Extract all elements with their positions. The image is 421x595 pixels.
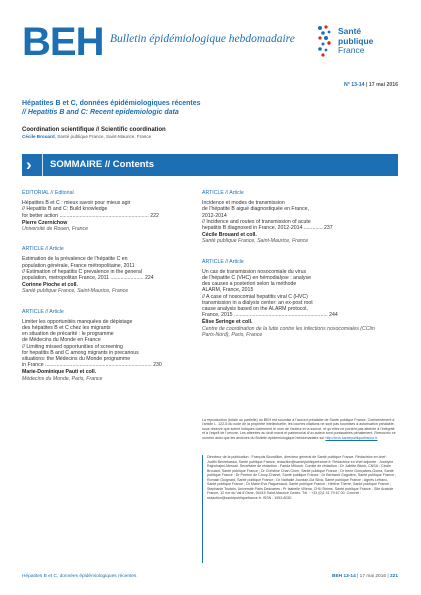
toc-line: hepatitis B diagnosed in France, 2012-2014 ............. 237 bbox=[202, 225, 333, 232]
footer-date: | 17 mai 2016 | bbox=[355, 574, 390, 579]
toc-line: // Limiting missed opportunities of screening bbox=[22, 343, 123, 350]
toc-affiliation: Santé publique France, Saint-Maurice, France bbox=[22, 288, 129, 295]
toc-entry[interactable] bbox=[22, 190, 182, 232]
page-number: 221 bbox=[389, 574, 398, 579]
issue-date: 17 mai 2016 bbox=[368, 82, 398, 88]
chevron-right-icon: › bbox=[26, 155, 32, 174]
toc-line: de l’hépatite C (VHC) en hémodialyse : analyse bbox=[202, 275, 311, 282]
editorial-info: Directeur de la publication : François Bourdillon, directeur général de Santé publique France. Rédactrice en chef : Judith Benrekassa, Santé publique France, redaction@santepubliquefrance.fr. Rédactrice en chef adjointe : Jocelyne Rajnchapel-Messaï. Secrétaire de rédaction : Farida Mihoub. Comité de rédaction : Dr Juliette Bloch, CNSA ; Cécile Brouard, Santé publique France ; Dr Christine Chan Chee, Santé publique France ; Dr Irène Gonçalves-Goma, Santé publique France ; Dr Perrine de Crouy-Chanel, Santé publique France ; Dr Bertrand Gagnière, Santé publique France ; Romain Guignard, Santé publique France ; Dr Nathalie Jourdan-Da Silva, Santé publique France ; Agnès Lefranc, Santé publique France ; Dr Marie-Eve Raguenaud, Santé publique France ; Hélène Therre, Santé publique France ; Stéphanie Toutain, Université Paris Descartes ; Pr Isabelle Villena, CHU Reims. Santé publique France - Site Anatole France, 12 rue du Val d’Osne, 94415 Saint-Maurice Cedex. Tél. : +33 (0)1 41 79 67 00. Courriel : redaction@santepubliquefrance.fr. ISSN : 1953-8030 bbox=[202, 455, 397, 563]
issue-sep: | bbox=[364, 82, 369, 88]
toc-section: ARTICLE // Article bbox=[22, 246, 64, 253]
legal-text: La reproduction (totale ou partielle) du BEH est soumise à l’accord préalable de Santé publique France. Conformément à l’article L. 122-5 du code de la propriété intellectuelle, les courtes citations ne sont pas soumises à autorisation préalable, sous réserve que soient indiqués clairement le nom de l’auteur et la source, et qu’elles ne portent pas atteinte à l’intégrité et à l’esprit de l’oeuvre. Les atteintes au droit moral et patrimonial d’un auteur sont punissables pénalement. Retrouvez ce numéro ainsi que les archives du Bulletin épidémiologique hebdomadaire sur bbox=[202, 418, 396, 440]
divider bbox=[42, 154, 43, 176]
bulletin-title: Bulletin épidémiologique hebdomadaire bbox=[110, 33, 295, 45]
toc-affiliation: Santé publique France, Saint-Maurice, France bbox=[202, 238, 309, 245]
toc-line: cause analysis based on the ALARM protocol, bbox=[202, 306, 308, 313]
toc-author: Élise Seringe et coll. bbox=[202, 319, 253, 326]
toc-entry[interactable] bbox=[202, 259, 382, 338]
toc-line: // Hepatitis B and C: Build knowledge bbox=[22, 206, 108, 213]
toc-line: France, 2015 ................................................................. 244 bbox=[202, 312, 338, 319]
footer-title: Hépatites B et C, données épidémiologiques récentes bbox=[22, 574, 137, 579]
issue-title-en: // Hepatitis B and C: Recent epidemiologic data bbox=[22, 109, 179, 116]
toc-line: Estimation de la prévalence de l’hépatite C en bbox=[22, 256, 128, 263]
toc-line: de Médecins du Monde en France bbox=[22, 337, 101, 344]
toc-right-column bbox=[202, 190, 382, 352]
toc-line: Limiter les opportunités manquées de dépistage bbox=[22, 318, 133, 325]
toc-author: Pierre Czernichow bbox=[22, 219, 68, 226]
coordination-label: Coordination scientifique // Scientific coordination bbox=[22, 127, 166, 133]
legal-notice bbox=[202, 418, 398, 450]
toc-author: Marie-Dominique Pauti et coll. bbox=[22, 369, 97, 376]
toc-affiliation: Université de Rouen, France bbox=[22, 226, 89, 233]
toc-author: Corinne Pioche et coll. bbox=[22, 282, 78, 289]
toc-line: // Estimation of hepatitis C prevalence in the general bbox=[22, 268, 142, 275]
issue-title-fr: Hépatites B et C, données épidémiologiques récentes bbox=[22, 100, 201, 107]
toc-line: population, metropolitan France, 2011 ....................... 224 bbox=[22, 275, 154, 282]
coordinator-affiliation: , Santé publique France, Saint-Maurice, France bbox=[54, 134, 152, 139]
footer-page-info bbox=[332, 574, 398, 579]
toc-line: situations: the Médecins du Monde programme bbox=[22, 356, 131, 363]
toc-section: ARTICLE // Article bbox=[22, 308, 64, 315]
toc-author: Cécile Brouard et coll. bbox=[202, 232, 257, 239]
toc-line: ALARM, France, 2015 bbox=[202, 287, 254, 294]
toc-line: in France .......................................................................... 230 bbox=[22, 362, 162, 369]
toc-line: for hepatitis B and C among migrants in precarious bbox=[22, 349, 139, 356]
toc-section: ÉDITORIAL // Editorial bbox=[22, 190, 74, 196]
toc-line: transmission in a dialysis center: an ex-post root bbox=[202, 299, 313, 306]
toc-entry[interactable] bbox=[22, 246, 182, 294]
toc-line: en situation de précarité : le programme bbox=[22, 331, 114, 338]
sommaire-banner bbox=[22, 154, 398, 176]
toc-affiliation: Centre de coordination de la lutte contre les infections nosocomiales (CClin Paris-Nord), Paris, France bbox=[202, 325, 375, 338]
toc-line: Un cas de transmission nosocomiale du virus bbox=[202, 268, 307, 275]
coordinator-name: Cécile Brouard bbox=[22, 134, 55, 139]
toc-line: // A case of nosocomial hepatitis viral C (HVC) bbox=[202, 293, 308, 300]
beh-logo: BEH bbox=[22, 20, 104, 64]
toc-line: population générale, France métropolitaine, 2011 bbox=[22, 262, 135, 269]
toc-entry[interactable] bbox=[202, 190, 382, 245]
toc-line: Hépatites B et C : mieux savoir pour mieux agir bbox=[22, 200, 131, 207]
toc-line: de l’hépatite B aiguë diagnostiquée en France, bbox=[202, 206, 309, 213]
toc-section: ARTICLE // Article bbox=[202, 258, 244, 265]
sommaire-label: SOMMAIRE // Contents bbox=[50, 159, 154, 170]
issue-number: N° 13-14 bbox=[343, 82, 365, 88]
coordination-line bbox=[22, 134, 151, 139]
toc-entry[interactable] bbox=[22, 309, 182, 382]
archive-link[interactable]: http://invs.santepubliquefrance.fr bbox=[325, 435, 378, 440]
sante-publique-wordmark bbox=[338, 27, 373, 56]
toc-line: des causes a posteriori selon la méthode bbox=[202, 281, 297, 288]
toc-line: for better action .............................................................. 222 bbox=[22, 212, 159, 219]
sante-line2: publique bbox=[338, 35, 374, 46]
toc-section: ARTICLE // Article bbox=[202, 190, 244, 196]
toc-line: // Incidence and routes of transmission of acute bbox=[202, 218, 311, 225]
issue-info bbox=[344, 82, 398, 88]
toc-left-column bbox=[22, 190, 182, 396]
toc-line: 2012-2014 bbox=[202, 212, 227, 219]
sante-line1: Santé bbox=[338, 26, 362, 36]
toc-line: des hépatites B et C chez les migrants bbox=[22, 325, 111, 332]
toc-affiliation: Médecins du Monde, Paris, France bbox=[22, 375, 103, 382]
sante-publique-logo-icon bbox=[317, 24, 333, 58]
sante-line3: France bbox=[338, 45, 365, 55]
toc-line: Incidence et modes de transmission bbox=[202, 200, 285, 207]
footer-beh: BEH 13-14 bbox=[332, 574, 356, 579]
